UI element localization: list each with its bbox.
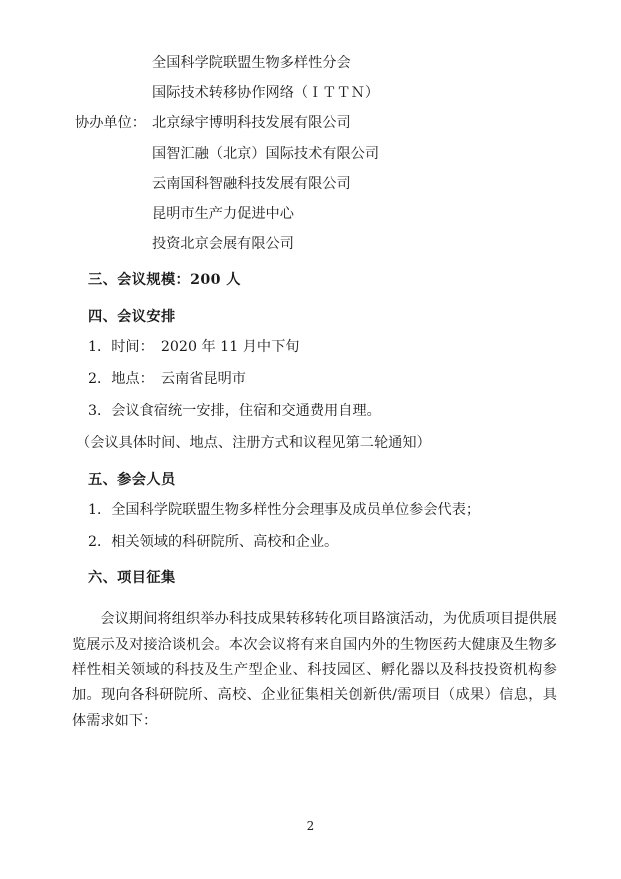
list-item bbox=[62, 147, 559, 161]
section-heading-participants: 五、参会人员 bbox=[88, 471, 176, 488]
list-item bbox=[62, 207, 559, 221]
section-heading-scale: 三、会议规模：200 人 bbox=[88, 272, 241, 289]
organizer-name: 国智汇融（北京）国际技术有限公司 bbox=[152, 145, 380, 162]
list-item: 2．地点： 云南省昆明市 bbox=[88, 371, 246, 388]
co-organizer-label: 协办单位： bbox=[75, 115, 146, 132]
list-item: 1．全国科学院联盟生物多样性分会理事及成员单位参会代表； bbox=[88, 501, 481, 518]
section-heading-arrangement: 四、会议安排 bbox=[88, 308, 176, 325]
page-number: 2 bbox=[306, 819, 315, 833]
list-item: 3．会议食宿统一安排，住宿和交通费用自理。 bbox=[88, 403, 381, 420]
arrangement-note: （会议具体时间、地点、注册方式和议程见第二轮通知） bbox=[76, 435, 431, 452]
list-item bbox=[62, 177, 559, 191]
list-item bbox=[62, 56, 559, 70]
organizer-name: 昆明市生产力促进中心 bbox=[152, 206, 294, 223]
list-item: 2．相关领域的科研院所、高校和企业。 bbox=[88, 534, 339, 551]
list-item bbox=[62, 116, 559, 130]
organizer-name: 国际技术转移协作网络（ＩＴＴＮ） bbox=[152, 85, 380, 102]
section-heading-project-collection: 六、项目征集 bbox=[88, 570, 176, 587]
list-item: 1．时间： 2020 年 11 月中下旬 bbox=[88, 338, 300, 355]
organizer-name: 全国科学院联盟生物多样性分会 bbox=[152, 55, 351, 71]
organizer-name: 云南国科智融科技发展有限公司 bbox=[152, 175, 351, 192]
list-item bbox=[62, 237, 559, 251]
document-body bbox=[62, 56, 559, 734]
organizer-list bbox=[62, 56, 559, 251]
organizer-name: 北京绿宇博明科技发展有限公司 bbox=[152, 115, 351, 132]
organizer-name: 投资北京会展有限公司 bbox=[152, 236, 294, 253]
project-collection-paragraph: 会议期间将组织举办科技成果转移转化项目路演活动，为优质项目提供展览展示及对接洽谈机会。本次会议将有来自国内外的生物医药大健康及生物多样性相关领域的科技及生产型企业、科技园区、孵化器以及科技投资机构参加。现向各科研院所、高校、企业征集相关创新供/需项目（成果）信息，具体需求如下： bbox=[72, 611, 557, 729]
list-item bbox=[62, 86, 559, 100]
